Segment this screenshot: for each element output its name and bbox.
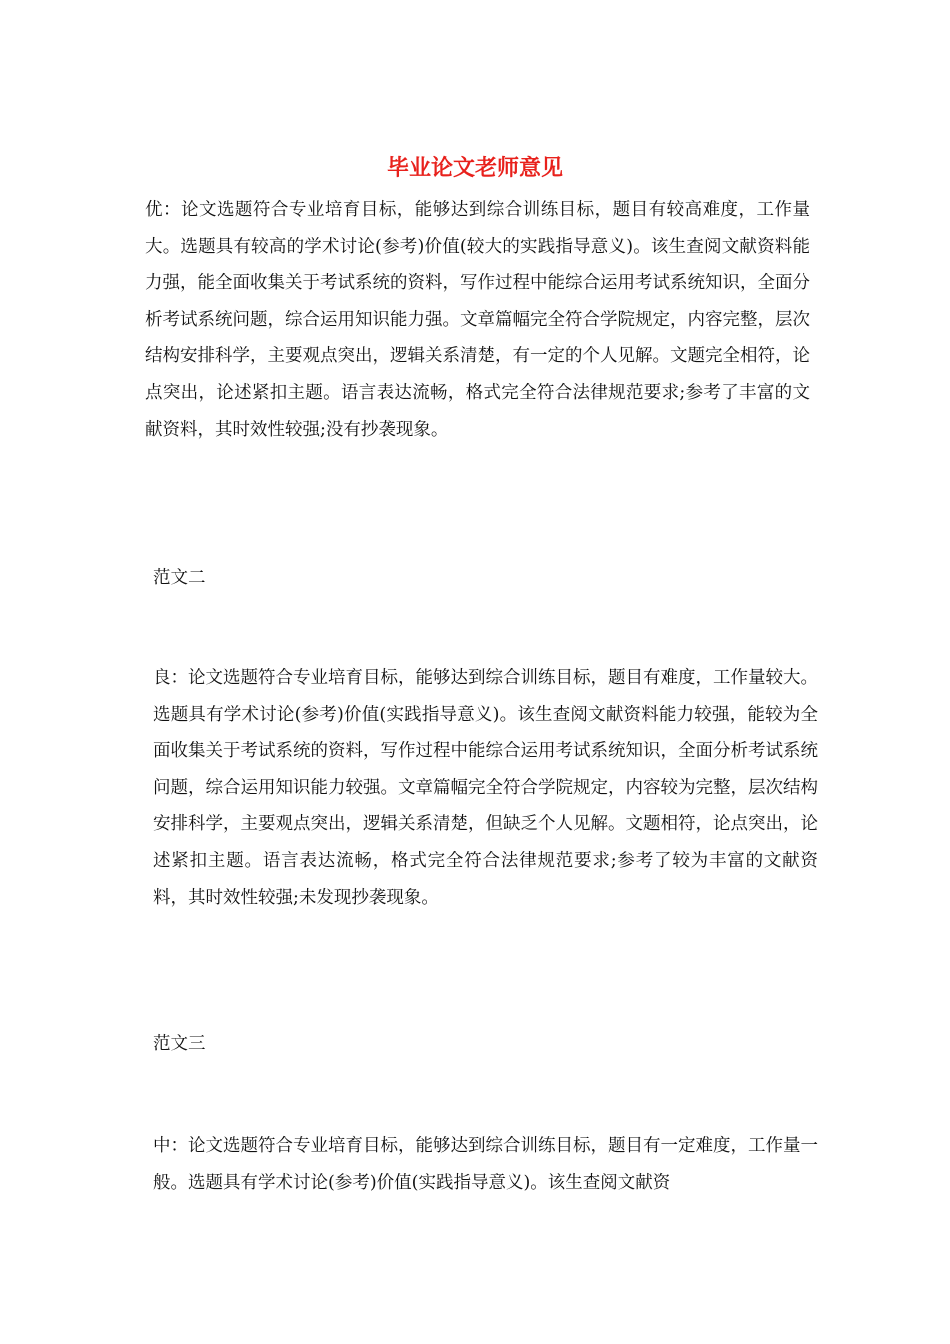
paragraph-medium: 中：论文选题符合专业培育目标，能够达到综合训练目标，题目有一定难度，工作量一般。选题具有学术讨论(参考)价值(实践指导意义)。该生查阅文献资 bbox=[153, 1136, 818, 1193]
section-heading-sample-three: 范文三 bbox=[153, 1034, 206, 1054]
section-heading-sample-two: 范文二 bbox=[153, 568, 206, 588]
document-title: 毕业论文老师意见 bbox=[386, 155, 563, 181]
paragraph-good: 良：论文选题符合专业培育目标，能够达到综合训练目标，题目有难度，工作量较大。选题具有学术讨论(参考)价值(实践指导意义)。该生查阅文献资料能力较强，能较为全面收集关于考试系统的资料，写作过程中能综合运用考试系统知识，全面分析考试系统问题，综合运用知识能力较强。文章篇幅完全符合学院规定，内容较为完整，层次结构安排科学，主要观点突出，逻辑关系清楚，但缺乏个人见解。文题相符，论点突出，论述紧扣主题。语言表达流畅，格式完全符合法律规范要求;参考了较为丰富的文献资料，其时效性较强;未发现抄袭现象。 bbox=[153, 668, 818, 908]
paragraph-excellent: 优：论文选题符合专业培育目标，能够达到综合训练目标，题目有较高难度，工作量大。选题具有较高的学术讨论(参考)价值(较大的实践指导意义)。该生查阅文献资料能力强，能全面收集关于考试系统的资料，写作过程中能综合运用考试系统知识，全面分析考试系统问题，综合运用知识能力强。文章篇幅完全符合学院规定，内容完整，层次结构安排科学，主要观点突出，逻辑关系清楚，有一定的个人见解。文题完全相符，论点突出，论述紧扣主题。语言表达流畅，格式完全符合法律规范要求;参考了丰富的文献资料，其时效性较强;没有抄袭现象。 bbox=[145, 200, 810, 440]
